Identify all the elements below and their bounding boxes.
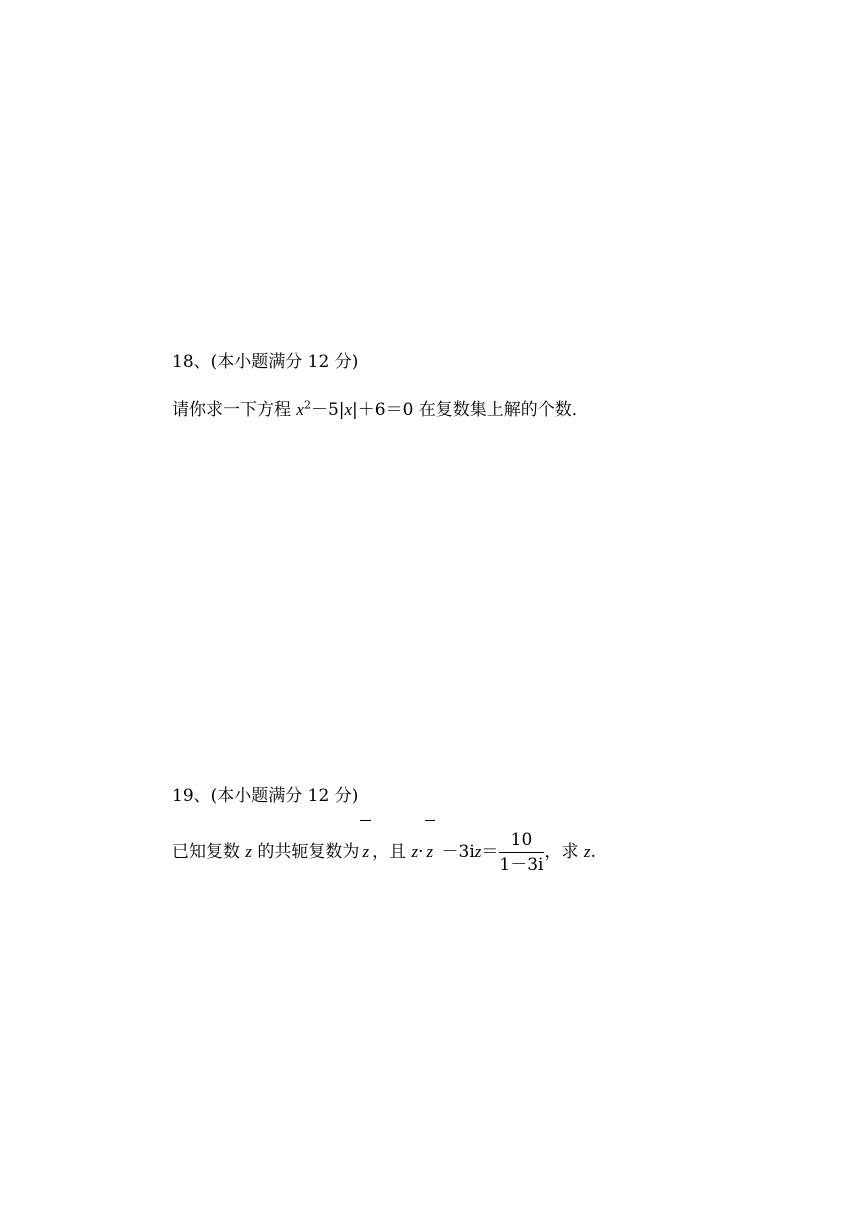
question-19-body (172, 828, 596, 876)
q19-text-e: ，求 (544, 842, 584, 862)
question-19-header: 19、(本小题满分 12 分) (172, 786, 359, 806)
q18-var-x-abs: x (344, 400, 353, 419)
q19-fraction-numerator: 10 (499, 830, 543, 853)
q18-var-x: x (296, 400, 304, 419)
question-18-header: 18、(本小题满分 12 分) (172, 352, 359, 372)
q19-conjugate-z: z (359, 828, 372, 876)
q19-conjugate-z2: z (424, 828, 437, 876)
q19-var-z2: z (411, 842, 419, 861)
q19-text-c: ，且 (372, 842, 412, 862)
q19-var-z4: z (583, 842, 591, 861)
q19-text-d: －3i (436, 842, 475, 862)
q19-var-z3: z (474, 842, 482, 861)
q19-fraction (499, 830, 543, 875)
question-18-body (172, 398, 589, 422)
q19-period: . (590, 842, 596, 862)
q18-text-prefix: 请你求一下方程 (172, 400, 297, 420)
q19-text-b: 的共轭复数为 (252, 842, 360, 862)
q19-equals: ＝ (481, 842, 499, 862)
q19-fraction-denominator: 1－3i (499, 855, 544, 875)
q19-dot: · (418, 842, 424, 862)
q18-minus-five: －5| (310, 400, 345, 420)
q18-exponent: 2 (303, 398, 311, 412)
q18-equation-rest: |＋6＝0 在复数集上解的个数． (352, 400, 589, 420)
q19-var-z: z (245, 842, 253, 861)
q19-text-a: 已知复数 (172, 842, 246, 862)
